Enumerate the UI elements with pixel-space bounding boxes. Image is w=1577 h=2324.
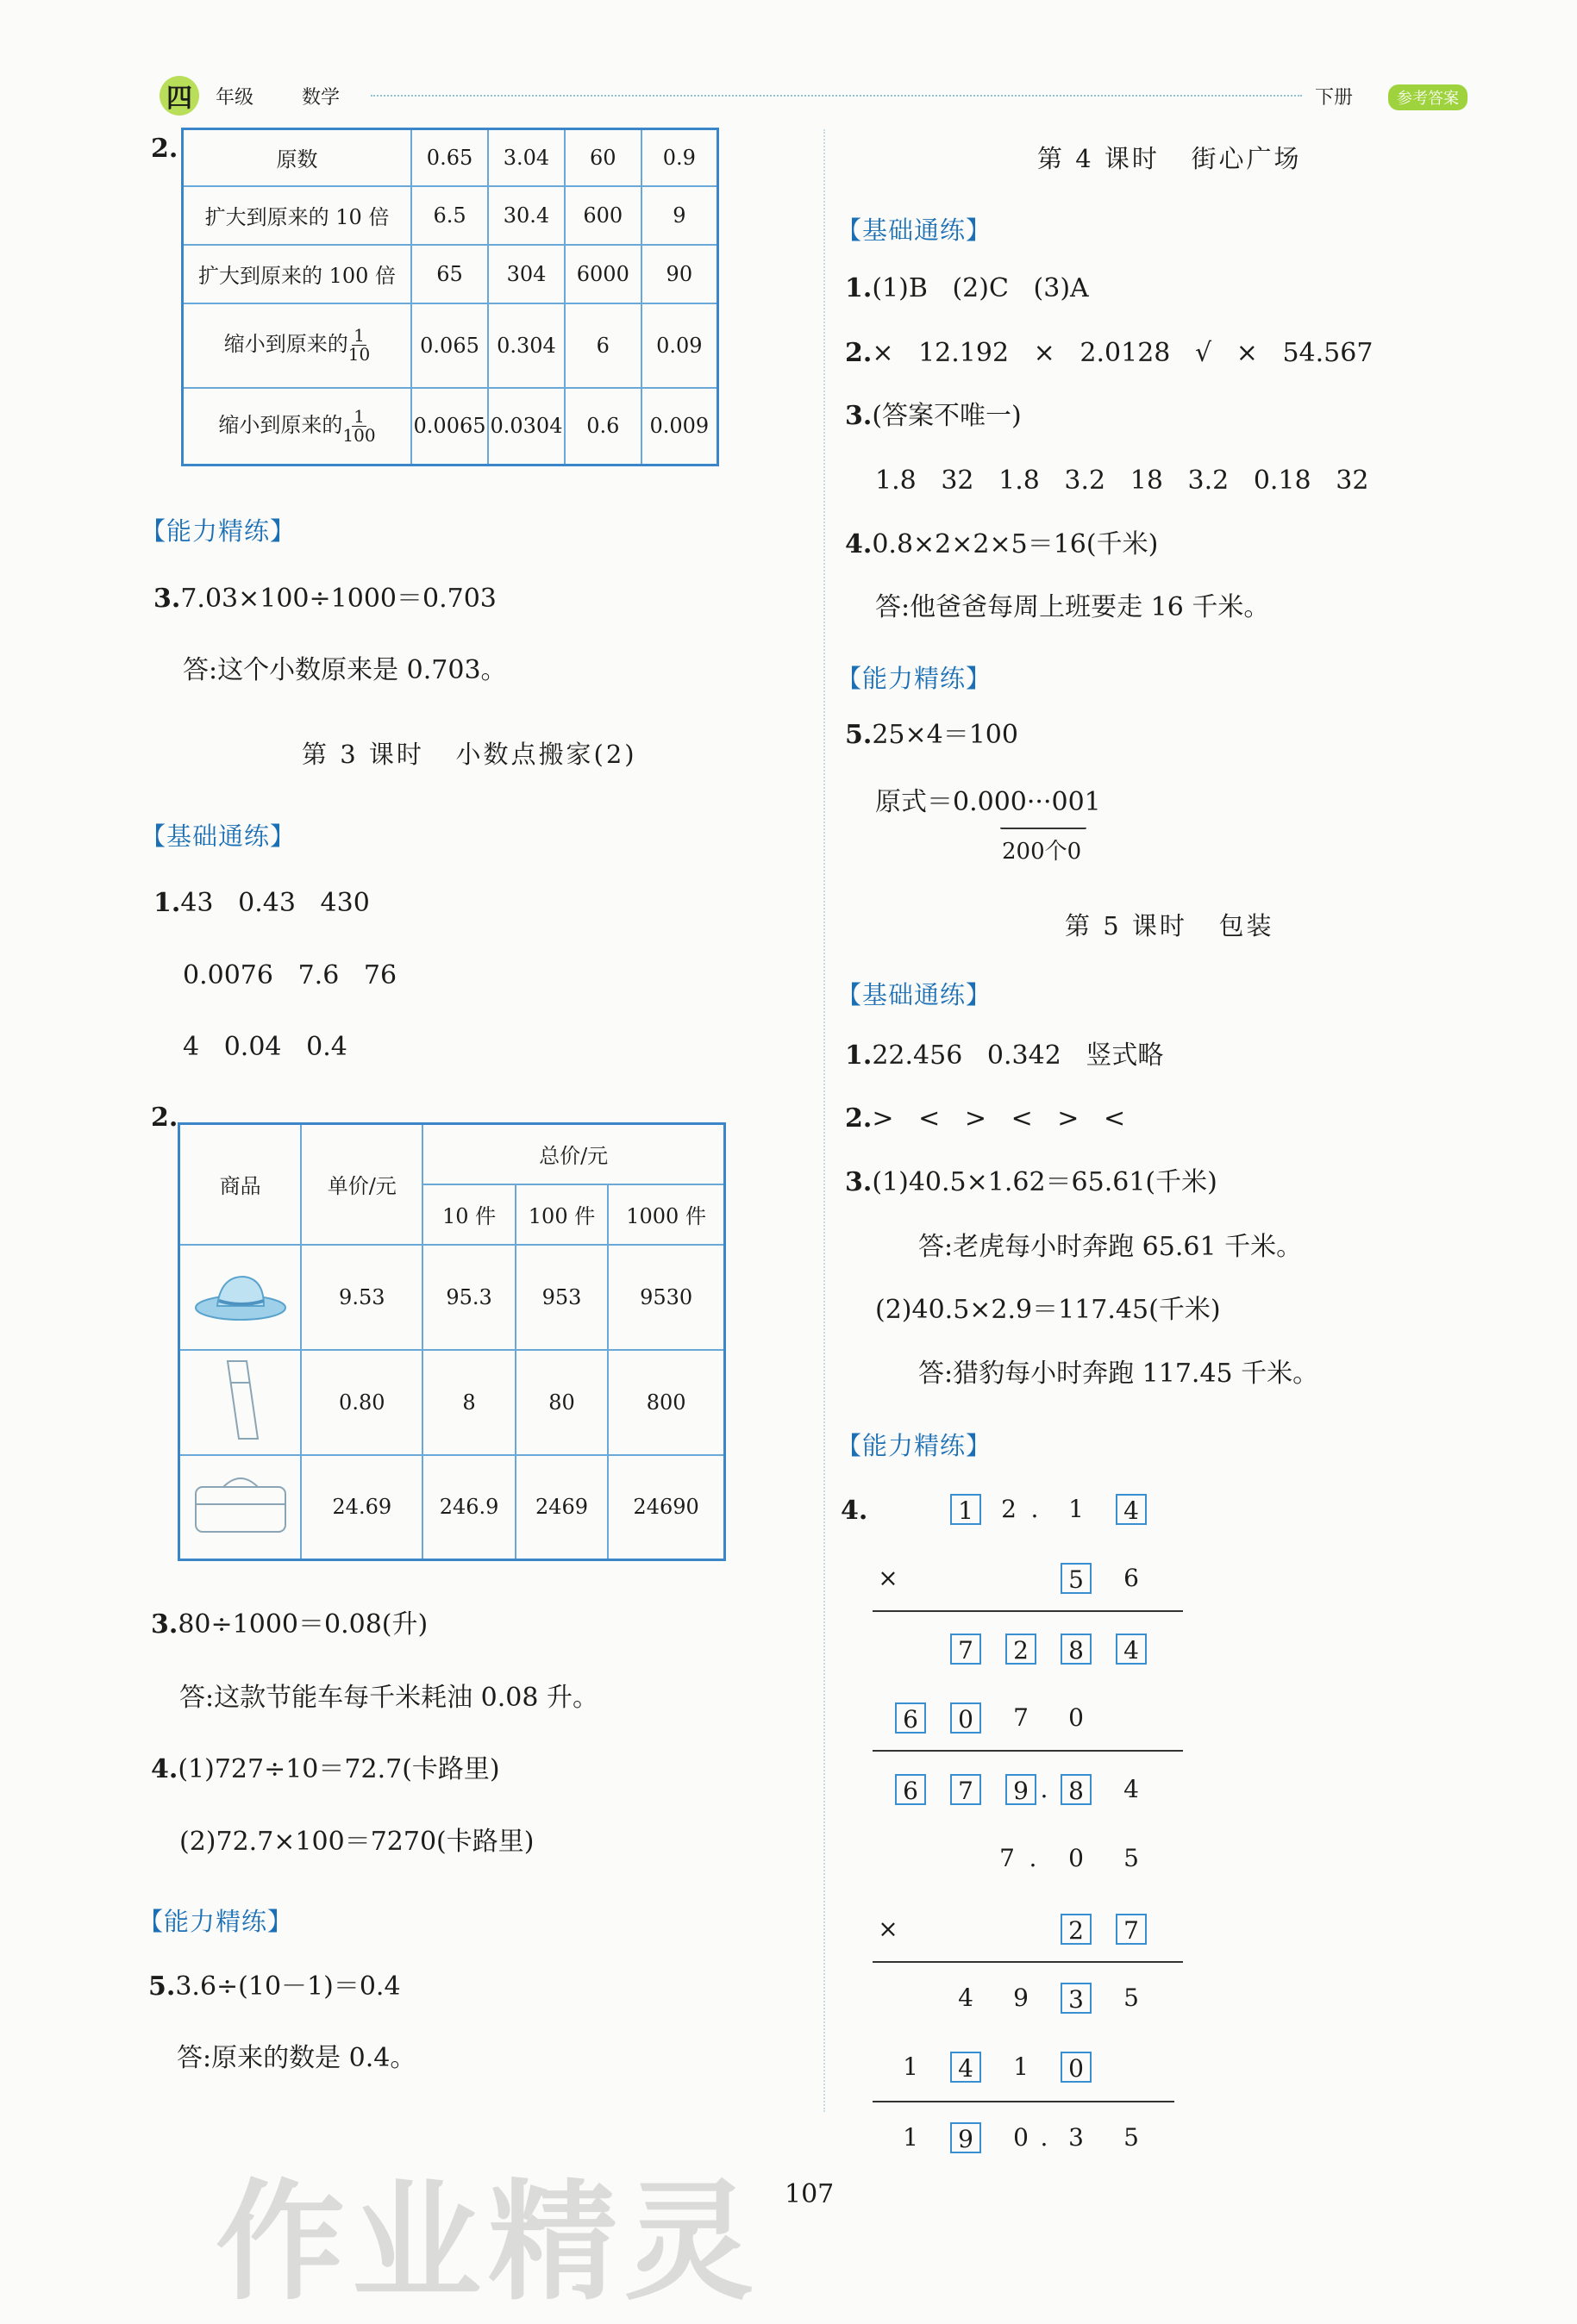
calc-digit: 0: [1013, 2123, 1029, 2152]
q-number: 3.: [153, 584, 181, 614]
l3-q3-line: [151, 1609, 429, 1640]
column-divider: [823, 129, 825, 2112]
calc-digit-box: 7: [950, 1774, 981, 1805]
q-number: 3.: [845, 401, 873, 431]
q-text: (1)727÷10＝72.7(卡路里): [178, 1754, 500, 1784]
q-text: (1)40.5×1.62＝65.61(千米): [872, 1167, 1217, 1197]
calc-digit: 3: [1068, 2123, 1084, 2152]
table-cell: 0.6: [565, 388, 641, 465]
r-q5-zero-count: 200个0: [1002, 839, 1082, 865]
q-text: 43 0.43 430: [180, 888, 370, 918]
q-text: (答案不唯一): [872, 401, 1022, 431]
calc-digit-box: 5: [1061, 1563, 1092, 1594]
calc-digit: 5: [1123, 1984, 1139, 2012]
table-cell: 24.69: [301, 1455, 422, 1560]
fraction: [348, 327, 370, 364]
section-ability: 【能力精练】: [138, 1907, 294, 1936]
lesson-title: 第 5 课时 包装: [1065, 911, 1274, 940]
l5-q3-answer2: 答:猎豹每小时奔跑 117.45 千米。: [918, 1359, 1319, 1389]
section-ability: 【能力精练】: [141, 516, 297, 546]
table-cell: 0.0065: [411, 388, 488, 465]
table-cell: 0.0304: [488, 388, 565, 465]
calc-digit-box: 4: [1116, 1634, 1147, 1665]
frac-den: 100: [342, 424, 376, 446]
section-basic: 【基础通练】: [836, 216, 992, 245]
table-cell: 0.009: [641, 388, 718, 465]
l3-q1-line3: 4 0.04 0.4: [183, 1032, 347, 1062]
calc-digit: 4: [1123, 1775, 1139, 1803]
l3-q3-answer: 答:这款节能车每千米耗油 0.08 升。: [179, 1683, 598, 1713]
table-cell: 95.3: [422, 1245, 516, 1350]
brace-line: [1000, 828, 1086, 829]
lesson-title: 第 3 课时 小数点搬家(2): [302, 740, 637, 769]
bag-image-cell: [179, 1455, 302, 1560]
q-number: 3.: [845, 1167, 873, 1197]
calc-digit-box: 7: [1116, 1914, 1147, 1945]
q-text: > < > < > <: [872, 1103, 1126, 1134]
table-cell: 6000: [565, 245, 641, 303]
table-cell: 30.4: [488, 186, 565, 245]
header-cell: 100 件: [516, 1184, 608, 1245]
section-ability: 【能力精练】: [836, 1431, 992, 1460]
table-cell: 800: [608, 1350, 724, 1455]
q-number: 4.: [845, 529, 873, 559]
calc-digit-box: 6: [895, 1702, 926, 1734]
calc-digit: 1: [1013, 2052, 1029, 2081]
l3-q5-answer: 答:原来的数是 0.4。: [177, 2043, 416, 2073]
table-cell: 24690: [608, 1455, 724, 1560]
table-cell: 246.9: [422, 1455, 516, 1560]
frac-den: 10: [347, 344, 371, 365]
l3-q2-number: 2.: [151, 1103, 178, 1133]
table-row: [183, 186, 718, 245]
header-cell: 1000 件: [608, 1184, 724, 1245]
q-number: 1.: [845, 273, 873, 303]
q-number: 3.: [151, 1609, 178, 1640]
table-cell: 6: [565, 303, 641, 388]
table-cell: 60: [565, 129, 641, 186]
q-text: 25×4＝100: [872, 720, 1018, 750]
header-cell: 总价/元: [422, 1124, 724, 1184]
calc-digit-box: 1: [950, 1494, 981, 1525]
q-text: × 12.192 × 2.0128 √ × 54.567: [872, 338, 1374, 368]
table-cell: 8: [422, 1350, 516, 1455]
table-cell: 304: [488, 245, 565, 303]
r-q4-answer: 答:他爸爸每周上班要走 16 千米。: [875, 592, 1270, 622]
calc-digit-box: 8: [1061, 1634, 1092, 1665]
table-cell: 0.80: [301, 1350, 422, 1455]
l5-q3-line2: (2)40.5×2.9＝117.45(千米): [875, 1295, 1221, 1325]
calc-digit-box: 7: [950, 1634, 981, 1665]
table-cell: 80: [516, 1350, 608, 1455]
frac-num: 1: [354, 405, 365, 427]
times-sign: ×: [878, 1915, 898, 1943]
grade-badge: 四: [160, 76, 199, 116]
q-text: 7.03×100÷1000＝0.703: [180, 584, 497, 614]
calc-rule: [873, 1961, 1183, 1963]
calc-digit-box: 0: [1061, 2052, 1092, 2083]
calc-digit: 0: [1068, 1703, 1084, 1732]
table-row: [179, 1245, 725, 1350]
table-cell: 原数: [183, 129, 412, 186]
calc-digit: 0: [1068, 1844, 1084, 1872]
calc-digit-box: 2: [1005, 1634, 1036, 1665]
watermark: 作业精灵: [216, 2168, 761, 2318]
calc-digit: 5: [1123, 2123, 1139, 2152]
table-row: [183, 129, 718, 186]
calc-rule: [873, 2101, 1174, 2102]
r-q4-line: [845, 529, 1159, 559]
l3-q5-line: [148, 1971, 401, 2002]
table-cell: 0.065: [411, 303, 488, 388]
l3-q4-line2: (2)72.7×100＝7270(卡路里): [179, 1827, 535, 1857]
page-number: 107: [785, 2179, 835, 2209]
calc-digit-box: 4: [950, 2052, 981, 2083]
calc-digit-box: 9: [950, 2122, 981, 2153]
q-text: 80÷1000＝0.08(升): [178, 1609, 429, 1640]
table-cell: 9: [641, 186, 718, 245]
header-cell: 单价/元: [301, 1124, 422, 1245]
q2-number: 2.: [151, 134, 178, 164]
section-basic: 【基础通练】: [141, 822, 297, 851]
calc-digit: 7: [1013, 1703, 1029, 1732]
table-cell: 扩大到原来的 10 倍: [183, 186, 412, 245]
l3-q4-line: [151, 1754, 500, 1784]
r-q2-line: [845, 340, 1373, 366]
shrink-label: 缩小到原来的: [223, 332, 348, 356]
table-cell: 9.53: [301, 1245, 422, 1350]
frac-num: 1: [354, 325, 365, 346]
r-q5-line: [845, 722, 1018, 748]
decimal-scaling-table: [181, 128, 719, 466]
calc-digit-box: 4: [1116, 1494, 1147, 1525]
q-number: 4.: [151, 1754, 178, 1784]
calc-digit: 7: [999, 1844, 1015, 1872]
table-row: [183, 303, 718, 388]
calc-digit-box: 6: [895, 1774, 926, 1805]
bag-icon: [189, 1470, 292, 1539]
q-text: 3.6÷(10－1)＝0.4: [175, 1971, 401, 2002]
l5-q3-answer1: 答:老虎每小时奔跑 65.61 千米。: [918, 1232, 1303, 1262]
q-number: 1.: [845, 1040, 873, 1071]
calc-digit-box: 0: [950, 1702, 981, 1734]
q-text: 22.456 0.342 竖式略: [872, 1040, 1164, 1071]
l3-q1-line2: 0.0076 7.6 76: [183, 960, 397, 990]
header-cell: 商品: [179, 1124, 302, 1245]
calc-digit: 6: [1123, 1564, 1139, 1592]
answer-tag: 参考答案: [1388, 84, 1467, 110]
table-cell: 65: [411, 245, 488, 303]
lesson-title: 第 4 课时 街心广场: [1037, 144, 1302, 173]
l5-q1-line: [845, 1040, 1164, 1071]
calc-digit: 1: [1068, 1495, 1084, 1523]
calc-rule: [873, 1750, 1183, 1752]
calc-digit: 5: [1123, 1844, 1139, 1872]
calc-digit-box: 2: [1061, 1914, 1092, 1945]
times-sign: ×: [878, 1564, 898, 1592]
q-number: 2.: [845, 338, 873, 368]
table-row: [183, 245, 718, 303]
calc-rule: [873, 1610, 1183, 1612]
volume-label: 下册: [1315, 87, 1354, 109]
header-rule: [371, 95, 1302, 97]
calc-digit: 1: [903, 2052, 918, 2081]
shrink-label: 缩小到原来的: [218, 412, 343, 437]
q-number: 2.: [845, 1103, 873, 1134]
section-basic: 【基础通练】: [836, 980, 992, 1009]
calc-digit: .: [1030, 1495, 1039, 1523]
calc-digit: 4: [958, 1984, 973, 2012]
q-number: 5.: [845, 720, 873, 750]
table-row: [179, 1124, 725, 1184]
calc-digit: .: [1040, 2123, 1048, 2152]
r-q3-line: [845, 403, 1022, 429]
table-cell: 0.9: [641, 129, 718, 186]
table-row: [179, 1455, 725, 1560]
r-q3-values: 1.8 32 1.8 3.2 18 3.2 0.18 32: [875, 465, 1369, 496]
l5-q2-line: [845, 1103, 1126, 1134]
q-text: 0.8×2×2×5＝16(千米): [872, 529, 1159, 559]
table-cell: 0.09: [641, 303, 718, 388]
hat-icon: [193, 1265, 288, 1325]
table-cell: 2469: [516, 1455, 608, 1560]
table-row: [183, 388, 718, 465]
calc-digit: .: [1040, 1775, 1048, 1803]
table-cell: 953: [516, 1245, 608, 1350]
r-q5-expression: 原式＝0.000···001: [875, 787, 1101, 817]
table-cell: 0.65: [411, 129, 488, 186]
table-cell: 600: [565, 186, 641, 245]
section-ability: 【能力精练】: [836, 664, 992, 693]
q-number: 5.: [148, 1971, 176, 2002]
table-row: [179, 1350, 725, 1455]
l5-q3-line: [845, 1167, 1217, 1197]
grade-label: 年级: [216, 87, 254, 109]
header-cell: 10 件: [422, 1184, 516, 1245]
l3-q1-line: [153, 890, 370, 916]
table-cell: [183, 303, 412, 388]
table-cell: 9530: [608, 1245, 724, 1350]
table-cell: 6.5: [411, 186, 488, 245]
calc-digit: 1: [903, 2123, 918, 2152]
calc-digit: .: [1029, 1844, 1037, 1872]
pen-image-cell: [179, 1350, 302, 1455]
q-number: 1.: [153, 888, 181, 918]
q3-line: [153, 586, 497, 612]
table-cell: [183, 388, 412, 465]
price-table: [178, 1122, 726, 1561]
subject-label: 数学: [302, 87, 341, 109]
l5-q4-number: 4.: [841, 1496, 868, 1526]
calc-digit: 2: [1001, 1495, 1017, 1523]
calc-digit-box: 3: [1061, 1983, 1092, 2014]
table-cell: 90: [641, 245, 718, 303]
hat-image-cell: [179, 1245, 302, 1350]
calc-digit-box: 8: [1061, 1774, 1092, 1805]
r-q1-line: [845, 273, 1089, 303]
calc-digit: 9: [1013, 1984, 1029, 2012]
table-cell: 扩大到原来的 100 倍: [183, 245, 412, 303]
q-text: (1)B (2)C (3)A: [872, 273, 1089, 303]
pen-icon: [193, 1357, 288, 1443]
table-cell: 3.04: [488, 129, 565, 186]
q3-answer: 答:这个小数原来是 0.703。: [183, 655, 507, 685]
table-cell: 0.304: [488, 303, 565, 388]
fraction: [342, 405, 376, 446]
calc-digit-box: 9: [1005, 1774, 1036, 1805]
